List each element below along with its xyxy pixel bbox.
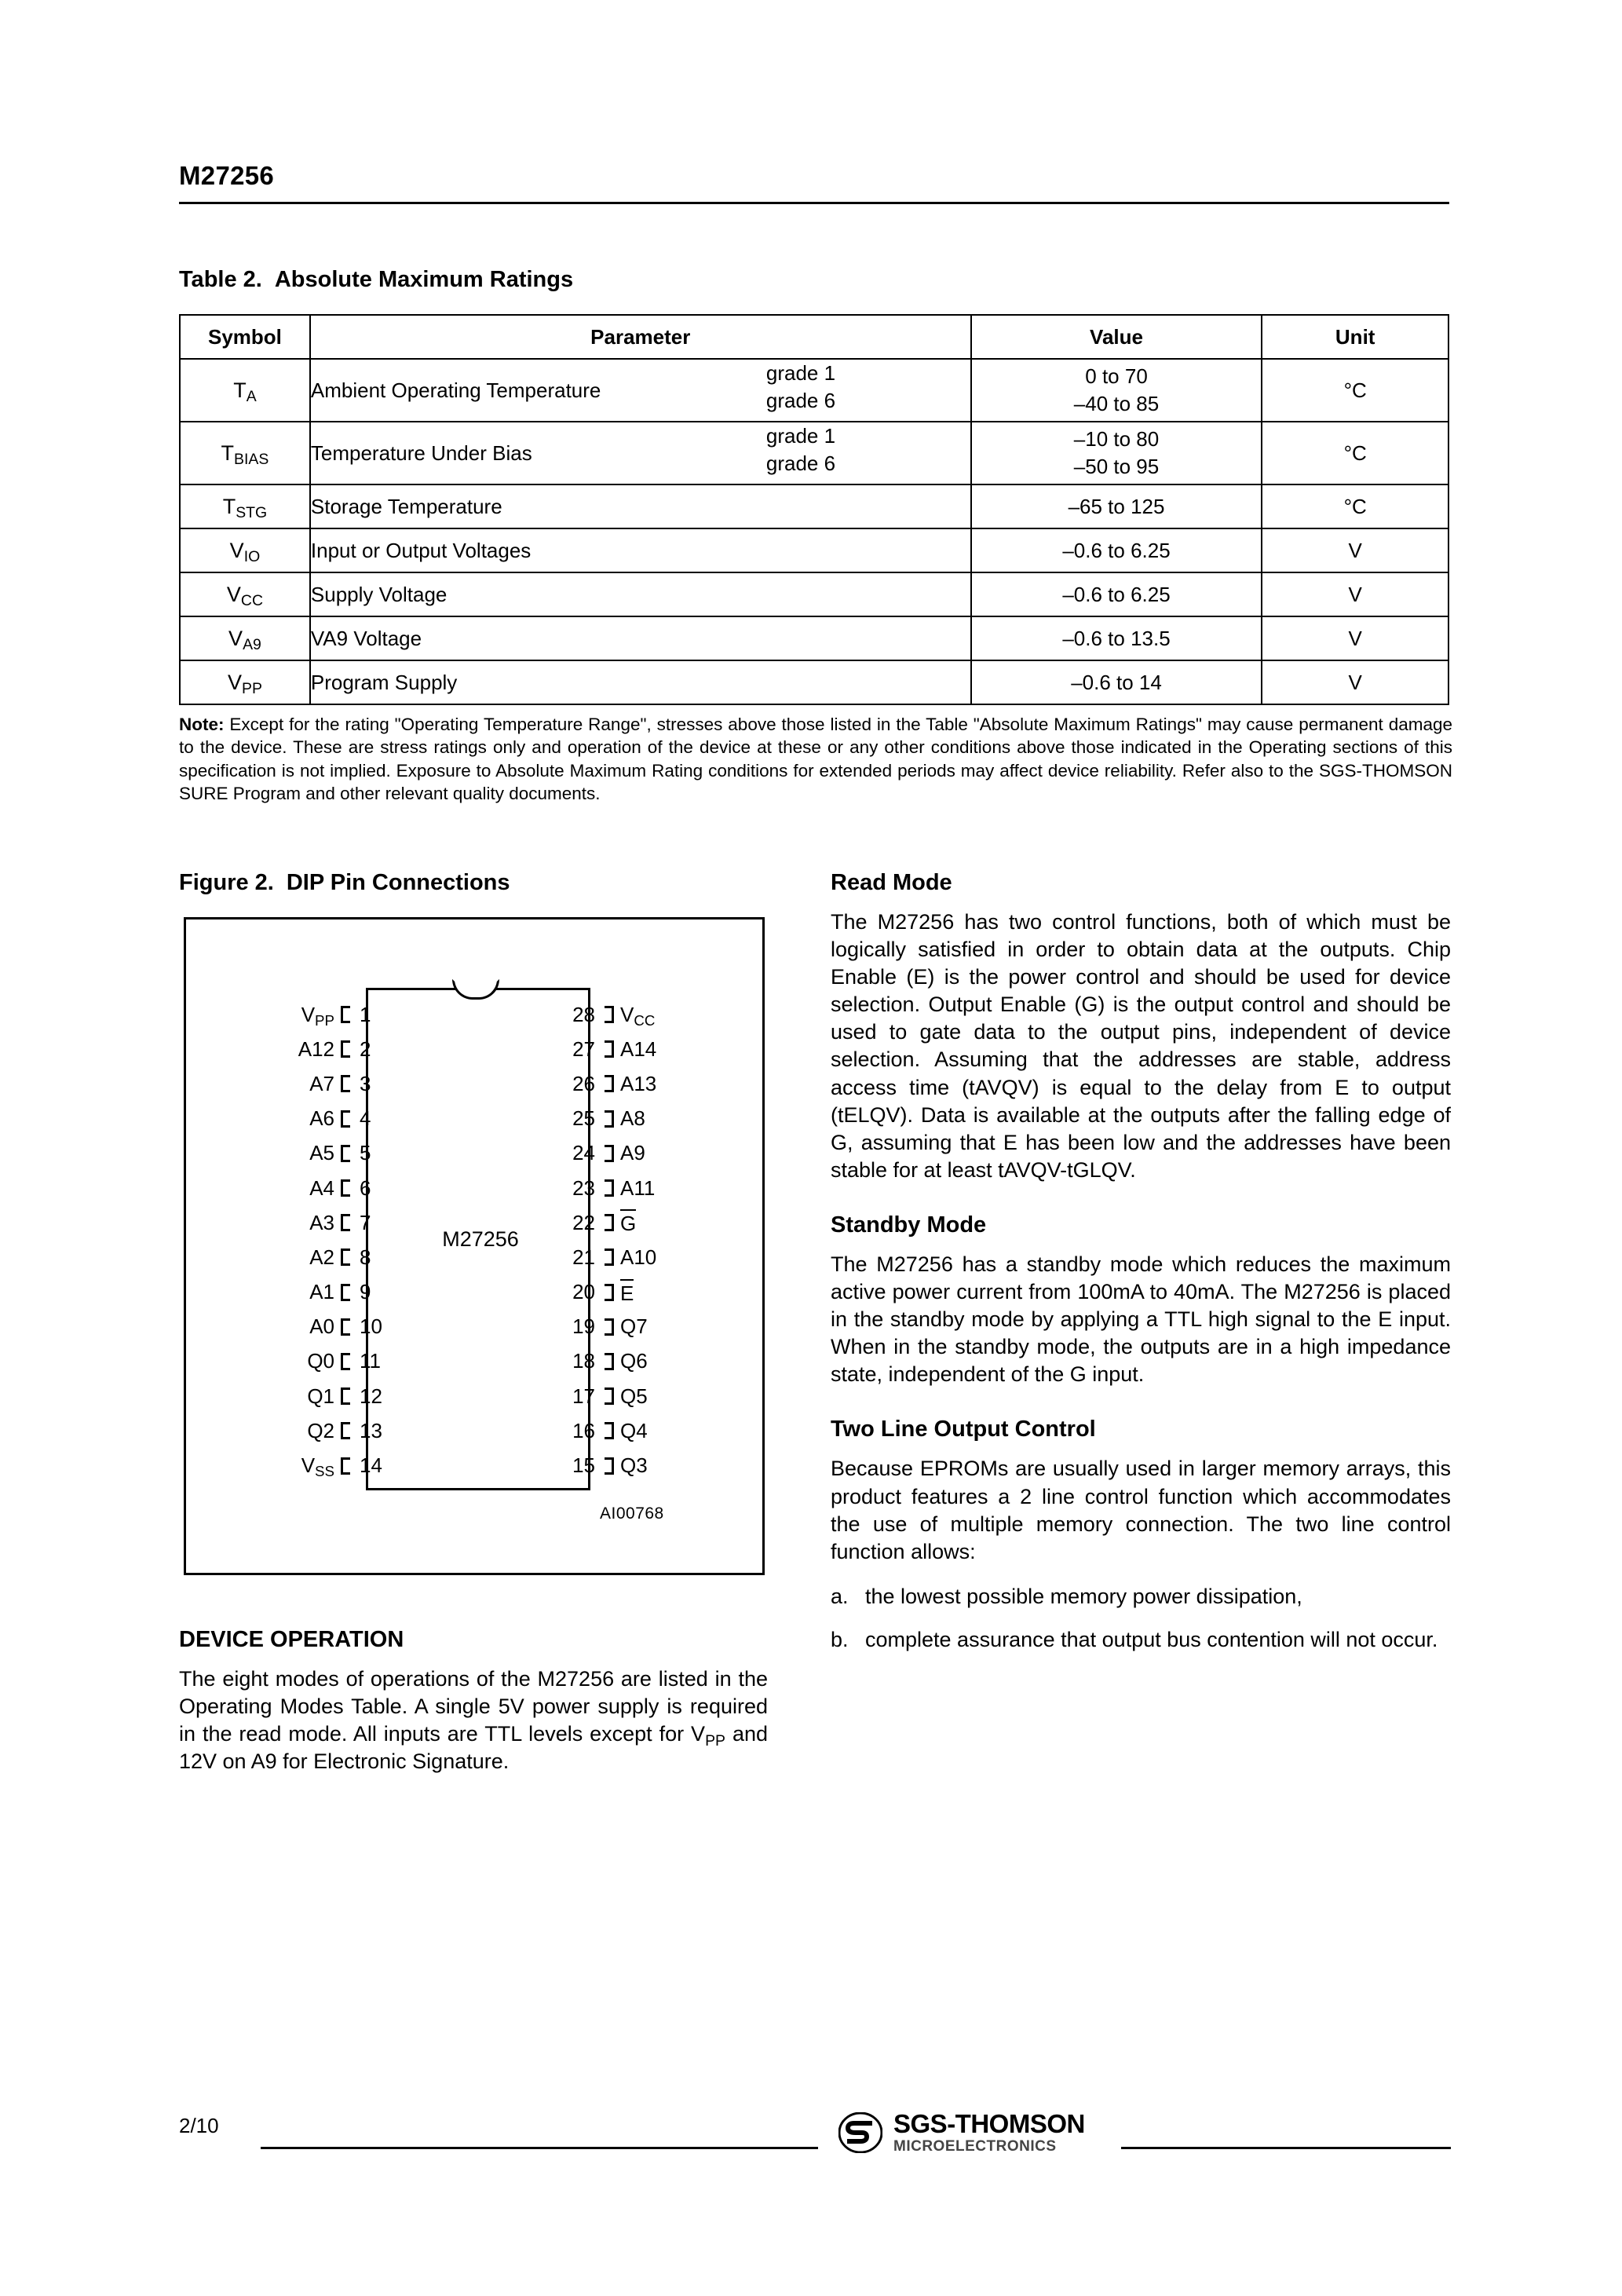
pin-number: 22	[572, 1210, 595, 1234]
row-unit: °C	[1262, 422, 1448, 484]
pin-label: A2	[309, 1245, 334, 1269]
pin-pad-icon	[605, 1318, 614, 1336]
pin-pad-icon	[605, 1110, 614, 1128]
pin-label: Q6	[620, 1349, 648, 1373]
symbol-subscript: A	[246, 387, 257, 405]
pin-label: Q1	[307, 1384, 334, 1408]
pin-label: $V_{SS}$	[301, 1453, 334, 1480]
column-header-parameter: Parameter	[310, 315, 971, 359]
logo-svg	[838, 2112, 882, 2153]
parameter-text: Ambient Operating Temperature	[310, 378, 601, 402]
table2-caption-number: Table 2.	[179, 267, 262, 292]
pin-pad-icon	[605, 1353, 614, 1370]
pin-label: E	[620, 1279, 634, 1306]
pin-number: 20	[572, 1280, 595, 1304]
pin-number: 2	[360, 1036, 371, 1061]
pin-number: 10	[360, 1314, 382, 1339]
pin-number: 21	[572, 1245, 595, 1269]
table-row	[180, 528, 1448, 572]
two-line-output-control-heading: Two Line Output Control	[831, 1417, 1096, 1442]
pin-label: $V_{CC}$	[620, 1002, 656, 1029]
row-symbol	[180, 528, 310, 572]
vpp-subscript: PP	[705, 1731, 726, 1749]
pin-pad-icon	[605, 1040, 614, 1058]
pin-row	[181, 997, 408, 1032]
read-mode-paragraph: The M27256 has two control functions, both of which must be logically satisfied in order to obtain data at the outputs. Chip Enable (E) is the power control and should be used for device selection. Output Enable (G) is the output control and should be used to gate data to the output pins, independent of device selection. Assuming that the addresses are stable, address access time (tAVQV) is equal to the delay from E to output (tELQV). Data is available at the outputs after the falling edge of G, assuming that E has been low and the addresses have been stable for at least tAVQV-tGLQV.	[831, 910, 1451, 1182]
note-label: Note:	[179, 715, 225, 734]
pin-pad-icon	[341, 1457, 350, 1475]
table-row	[180, 660, 1448, 704]
row-parameter: Input or Output Voltages	[310, 528, 971, 572]
pin-pad-icon	[605, 1179, 614, 1197]
footer-divider-left	[261, 2147, 818, 2149]
symbol-base: T	[222, 494, 236, 518]
pin-label: Q5	[620, 1384, 648, 1408]
pin-row	[550, 1310, 785, 1344]
pin-label: A12	[298, 1036, 334, 1061]
pin-label: G	[620, 1209, 636, 1236]
value-line-1: –10 to 80	[1073, 426, 1160, 451]
pin-pad-icon	[605, 1075, 614, 1092]
pin-label: A5	[309, 1141, 334, 1165]
pin-pad-icon	[341, 1145, 350, 1162]
pin-number: 1	[360, 1002, 371, 1026]
row-value: –0.6 to 14	[971, 660, 1262, 704]
pin-number: 27	[572, 1036, 595, 1061]
dip-pins-left	[181, 997, 408, 1483]
pin-number: 7	[360, 1210, 371, 1234]
device-operation-section	[179, 1627, 768, 1775]
footer-divider-right	[1121, 2147, 1451, 2149]
table-row	[180, 616, 1448, 660]
pin-label: A9	[620, 1141, 645, 1165]
pin-label: A11	[620, 1175, 656, 1200]
pin-number: 19	[572, 1314, 595, 1339]
pin-row	[550, 1344, 785, 1379]
pin-label: Q0	[307, 1349, 334, 1373]
page-footer	[179, 2111, 1451, 2158]
pin-number: 25	[572, 1106, 595, 1131]
device-operation-text-1: The eight modes of operations of the M27256 are listed in the Operating Modes Table. A single 5V power supply is required in the read mode. All inputs are TTL levels except for V	[179, 1667, 768, 1746]
pin-row	[550, 1066, 785, 1101]
pin-label: A6	[309, 1106, 334, 1131]
row-parameter: VA9 Voltage	[310, 616, 971, 660]
row-parameter	[310, 422, 971, 484]
pin-pad-icon	[605, 1214, 614, 1231]
value-line-2: –40 to 85	[1073, 392, 1160, 415]
pin-row	[550, 1240, 785, 1274]
standby-mode-paragraph: The M27256 has a standby mode which reduces the maximum active power current from 100mA to 40mA. The M27256 is placed in the standby mode by applying a TTL high signal to the E input. When in the standby mode, the outputs are in a high impedance state, independent of the G input.	[831, 1252, 1451, 1387]
right-column	[831, 870, 1451, 1669]
grade-list	[766, 360, 835, 415]
row-unit: V	[1262, 528, 1448, 572]
brand-subtitle: MICROELECTRONICS	[893, 2138, 1057, 2155]
symbol-base: V	[229, 538, 244, 562]
note-text: Except for the rating "Operating Temperature Range", stresses above those listed in the Table "Absolute Maximum Ratings" may cause permanent damage to the device. These are stress ratings only and operation of the device at these or any other conditions above those indicated in the Operating sections of this specification is not implied. Exposure to Absolute Maximum Rating conditions for extended periods may affect device reliability. Refer also to the SGS-THOMSON SURE Program and other relevant quality documents.	[179, 715, 1452, 803]
pin-label: A0	[309, 1314, 334, 1339]
pin-number: 11	[360, 1349, 381, 1373]
pin-label: A8	[620, 1106, 645, 1131]
row-unit: V	[1262, 616, 1448, 660]
grade-6: grade 6	[765, 389, 836, 413]
pin-number: 8	[360, 1245, 371, 1269]
table2-caption-text: Absolute Maximum Ratings	[274, 267, 574, 292]
pin-number: 24	[572, 1141, 595, 1165]
pin-label: A3	[309, 1210, 334, 1234]
pin-pad-icon	[605, 1387, 614, 1405]
pin-row	[181, 1066, 408, 1101]
pin-label: $V_{PP}$	[301, 1002, 334, 1029]
row-parameter	[310, 359, 971, 422]
list-marker: a.	[831, 1584, 849, 1608]
row-value	[971, 359, 1262, 422]
pin-label: A14	[620, 1036, 657, 1061]
list-item	[831, 1583, 1451, 1610]
row-unit: °C	[1262, 359, 1448, 422]
pin-number: 4	[360, 1106, 371, 1131]
symbol-subscript: A9	[243, 635, 261, 653]
pin-row	[181, 1310, 408, 1344]
row-unit: V	[1262, 660, 1448, 704]
device-operation-text-2: and 12V on A9 for Electronic Signature.	[179, 1722, 768, 1774]
figure2-caption-text: DIP Pin Connections	[286, 870, 510, 895]
pin-number: 6	[360, 1175, 371, 1200]
value-line-1: 0 to 70	[1085, 364, 1148, 388]
pin-pad-icon	[605, 1284, 614, 1301]
row-value: –0.6 to 6.25	[971, 572, 1262, 616]
list-text: the lowest possible memory power dissipation,	[865, 1584, 1302, 1608]
pin-row	[550, 1413, 785, 1448]
page-number: 2/10	[179, 2114, 219, 2137]
pin-pad-icon	[341, 1179, 350, 1197]
grade-6: grade 6	[765, 452, 836, 476]
list-item	[831, 1626, 1451, 1654]
pin-pad-icon	[605, 1006, 614, 1023]
pin-row	[550, 1205, 785, 1240]
row-parameter: Program Supply	[310, 660, 971, 704]
pin-label: A13	[620, 1071, 657, 1095]
pin-number: 23	[572, 1175, 595, 1200]
read-mode-heading: Read Mode	[831, 870, 952, 895]
pin-row	[181, 1205, 408, 1240]
pin-row	[550, 1136, 785, 1171]
list-marker: b.	[831, 1627, 849, 1651]
pin-row	[550, 1275, 785, 1310]
symbol-base: V	[228, 626, 243, 650]
pin-number: 16	[572, 1418, 595, 1442]
pin-number: 15	[572, 1453, 595, 1478]
pin-number: 17	[572, 1384, 595, 1408]
pin-row	[550, 997, 785, 1032]
logo-text	[893, 2111, 1085, 2154]
pin-pad-icon	[605, 1457, 614, 1475]
pin-row	[181, 1171, 408, 1205]
header-divider	[179, 202, 1449, 204]
symbol-base: T	[221, 441, 235, 465]
symbol-subscript: BIAS	[234, 450, 269, 468]
pin-row	[550, 1171, 785, 1205]
table-header-row	[180, 315, 1448, 359]
company-logo	[838, 2111, 1085, 2154]
pin-pad-icon	[341, 1353, 350, 1370]
device-operation-heading: DEVICE OPERATION	[179, 1627, 404, 1652]
pin-pad-icon	[341, 1422, 350, 1439]
pin-label: A4	[309, 1175, 334, 1200]
pin-pad-icon	[341, 1387, 350, 1405]
pin-label: Q2	[307, 1418, 334, 1442]
pin-number: 5	[360, 1141, 371, 1165]
figure-drawing-code: AI00768	[600, 1504, 664, 1523]
table2-caption	[179, 267, 573, 293]
pin-pad-icon	[341, 1110, 350, 1128]
table-note	[179, 713, 1452, 805]
two-line-output-paragraph: Because EPROMs are usually used in larger memory arrays, this product features a 2 line control function which accommodates the use of multiple memory connection. The two line control function allows:	[831, 1457, 1451, 1563]
pin-row	[181, 1136, 408, 1171]
pin-pad-icon	[341, 1040, 350, 1058]
dip-pins-right	[550, 997, 785, 1483]
pin-number: 12	[360, 1384, 382, 1408]
pin-row	[181, 1102, 408, 1136]
pin-row	[181, 1379, 408, 1413]
pin-label: A1	[309, 1280, 334, 1304]
device-label: M27256	[442, 1227, 519, 1251]
row-unit: °C	[1262, 484, 1448, 528]
table-row	[180, 422, 1448, 484]
page-header	[179, 161, 1449, 204]
pin-label: Q4	[620, 1418, 648, 1442]
pin-pad-icon	[605, 1145, 614, 1162]
row-symbol	[180, 484, 310, 528]
package-notch-icon	[452, 979, 499, 1000]
pin-number: 9	[360, 1280, 371, 1304]
row-parameter: Supply Voltage	[310, 572, 971, 616]
symbol-base: V	[226, 582, 241, 606]
pin-number: 13	[360, 1418, 382, 1442]
row-parameter: Storage Temperature	[310, 484, 971, 528]
row-symbol	[180, 616, 310, 660]
grade-1: grade 1	[765, 361, 836, 385]
pin-row	[550, 1379, 785, 1413]
parameter-text: Temperature Under Bias	[310, 441, 532, 465]
list-text: complete assurance that output bus contention will not occur.	[865, 1627, 1438, 1651]
pin-label: A7	[309, 1071, 334, 1095]
column-header-value: Value	[971, 315, 1262, 359]
pin-pad-icon	[341, 1249, 350, 1266]
symbol-subscript: PP	[241, 679, 262, 697]
pin-row	[550, 1032, 785, 1066]
row-value: –0.6 to 13.5	[971, 616, 1262, 660]
table-row	[180, 572, 1448, 616]
row-value: –65 to 125	[971, 484, 1262, 528]
pin-row	[550, 1448, 785, 1483]
pin-pad-icon	[341, 1284, 350, 1301]
row-unit: V	[1262, 572, 1448, 616]
pin-pad-icon	[341, 1075, 350, 1092]
pin-row	[181, 1413, 408, 1448]
device-operation-paragraph	[179, 1665, 768, 1775]
pin-row	[181, 1275, 408, 1310]
table-row	[180, 359, 1448, 422]
symbol-subscript: STG	[236, 503, 268, 521]
row-symbol	[180, 422, 310, 484]
pin-number: 3	[360, 1071, 371, 1095]
pin-pad-icon	[605, 1422, 614, 1439]
pin-pad-icon	[341, 1006, 350, 1023]
pin-label: Q3	[620, 1453, 648, 1478]
pin-number: 26	[572, 1071, 595, 1095]
column-header-symbol: Symbol	[180, 315, 310, 359]
grade-list	[766, 422, 835, 477]
pin-row	[181, 1344, 408, 1379]
sgs-thomson-logo-icon	[838, 2112, 882, 2153]
value-line-2: –50 to 95	[1073, 455, 1160, 478]
pin-pad-icon	[341, 1214, 350, 1231]
pin-number: 14	[360, 1453, 382, 1478]
pin-row	[550, 1102, 785, 1136]
column-header-unit: Unit	[1262, 315, 1448, 359]
symbol-base: V	[227, 670, 242, 694]
brand-name: SGS-THOMSON	[893, 2109, 1085, 2138]
pin-label: A10	[620, 1245, 657, 1269]
row-symbol	[180, 359, 310, 422]
two-line-output-list	[831, 1583, 1451, 1654]
absolute-maximum-ratings-table	[179, 314, 1449, 705]
row-symbol	[180, 572, 310, 616]
figure2-caption-number: Figure 2.	[179, 870, 274, 895]
pin-pad-icon	[341, 1318, 350, 1336]
symbol-base: T	[233, 378, 247, 402]
figure2-caption	[179, 870, 510, 896]
pin-number: 18	[572, 1349, 595, 1373]
pin-row	[181, 1240, 408, 1274]
row-value	[971, 422, 1262, 484]
standby-mode-heading: Standby Mode	[831, 1212, 987, 1238]
row-value: –0.6 to 6.25	[971, 528, 1262, 572]
pin-number: 28	[572, 1002, 595, 1026]
symbol-subscript: CC	[240, 591, 263, 609]
row-symbol	[180, 660, 310, 704]
pin-label: Q7	[620, 1314, 648, 1339]
grade-1: grade 1	[765, 424, 836, 448]
symbol-subscript: IO	[243, 547, 261, 565]
pin-row	[181, 1448, 408, 1483]
page-title: M27256	[179, 161, 275, 190]
pin-row	[181, 1032, 408, 1066]
table-row	[180, 484, 1448, 528]
pin-pad-icon	[605, 1249, 614, 1266]
